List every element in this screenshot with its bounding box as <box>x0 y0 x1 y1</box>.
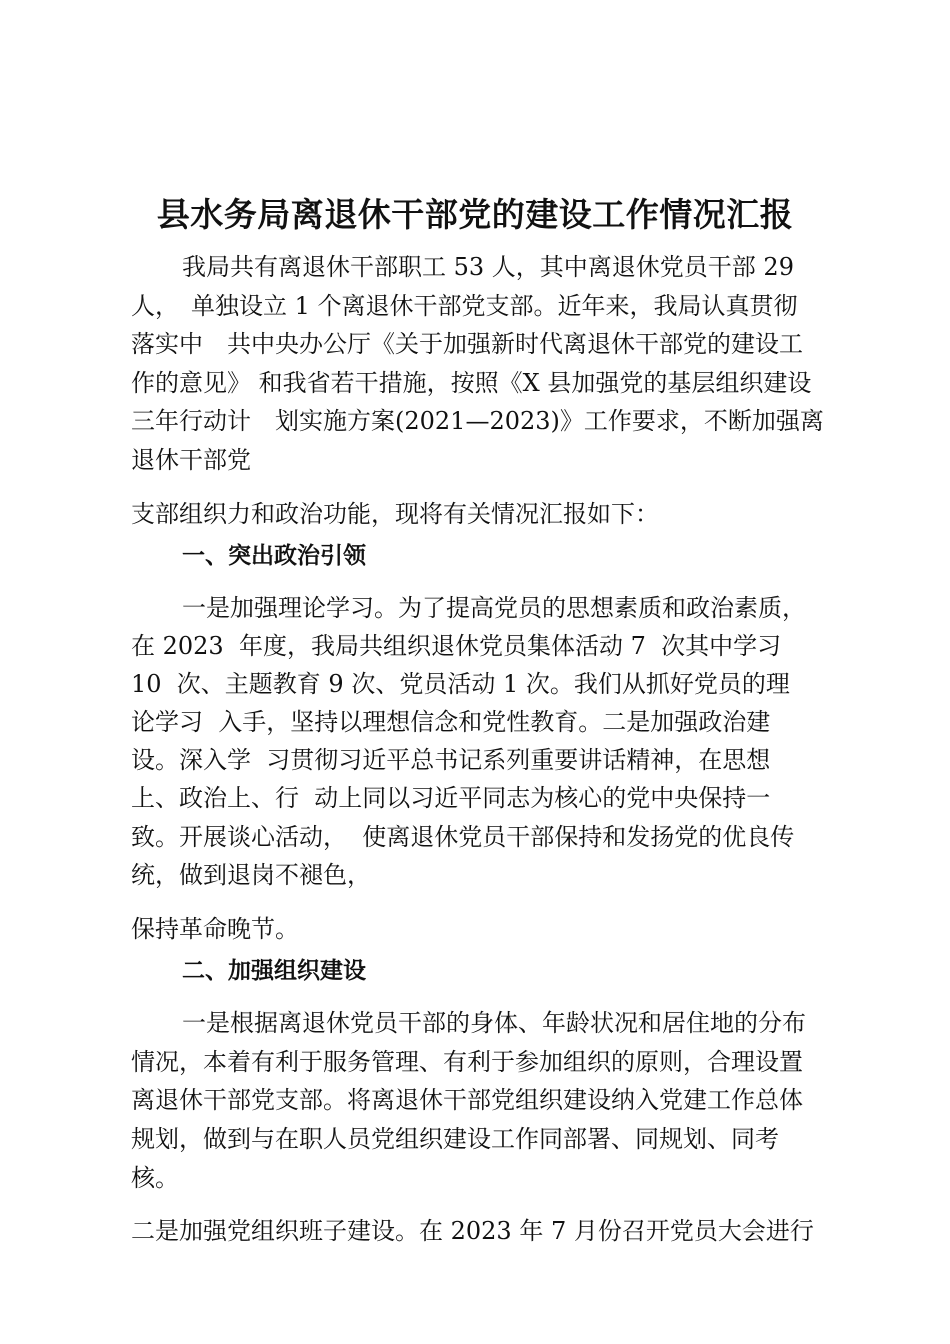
text-line: 10 次、主题教育 9 次、党员活动 1 次。我们从抓好党员的理 <box>131 670 790 698</box>
text-line: 二是加强党组织班子建设。在 2023 年 7 月份召开党员大会进行 <box>131 1217 814 1245</box>
text-line: 情况，本着有利于服务管理、有利于参加组织的原则，合理设置 <box>131 1048 803 1076</box>
text-line: 支部组织力和政治功能，现将有关情况汇报如下： <box>131 500 659 528</box>
text-line: 保持革命晚节。 <box>131 915 299 943</box>
text-line: 论学习 入手，坚持以理想信念和党性教育。二是加强政治建 <box>131 708 771 736</box>
text-line: 上、政治上、行 动上同以习近平同志为核心的党中央保持一 <box>131 784 771 812</box>
text-line: 离退休干部党支部。将离退休干部党组织建设纳入党建工作总体 <box>131 1086 803 1114</box>
text-line: 落实中 共中央办公厅《关于加强新时代离退休干部党的建设工 <box>131 330 803 358</box>
section-heading-2: 二、加强组织建设 <box>182 958 366 984</box>
text-line: 规划，做到与在职人员党组织建设工作同部署、同规划、同考 <box>131 1125 779 1153</box>
text-line: 人， 单独设立 1 个离退休干部党支部。近年来，我局认真贯彻 <box>131 292 798 320</box>
text-line: 致。开展谈心活动， 使离退休党员干部保持和发扬党的优良传 <box>131 823 795 851</box>
text-line: 统，做到退岗不褪色， <box>131 861 371 889</box>
text-line: 设。深入学 习贯彻习近平总书记系列重要讲话精神，在思想 <box>131 746 771 774</box>
text-line: 在 2023 年度，我局共组织退休党员集体活动 7 次其中学习 <box>131 632 782 660</box>
text-line: 退休干部党 <box>131 446 251 474</box>
text-line: 一是加强理论学习。为了提高党员的思想素质和政治素质， <box>182 594 806 622</box>
text-line: 三年行动计 划实施方案(2021—2023)》工作要求，不断加强离 <box>131 407 824 435</box>
section-heading-1: 一、突出政治引领 <box>182 543 366 569</box>
text-line: 核。 <box>131 1164 179 1192</box>
text-line: 作的意见》 和我省若干措施，按照《X 县加强党的基层组织建设 <box>131 369 812 397</box>
text-line: 一是根据离退休党员干部的身体、年龄状况和居住地的分布 <box>182 1009 806 1037</box>
text-line: 我局共有离退休干部职工 53 人，其中离退休党员干部 29 <box>182 253 794 281</box>
document-title: 县水务局离退休干部党的建设工作情况汇报 <box>156 195 794 234</box>
